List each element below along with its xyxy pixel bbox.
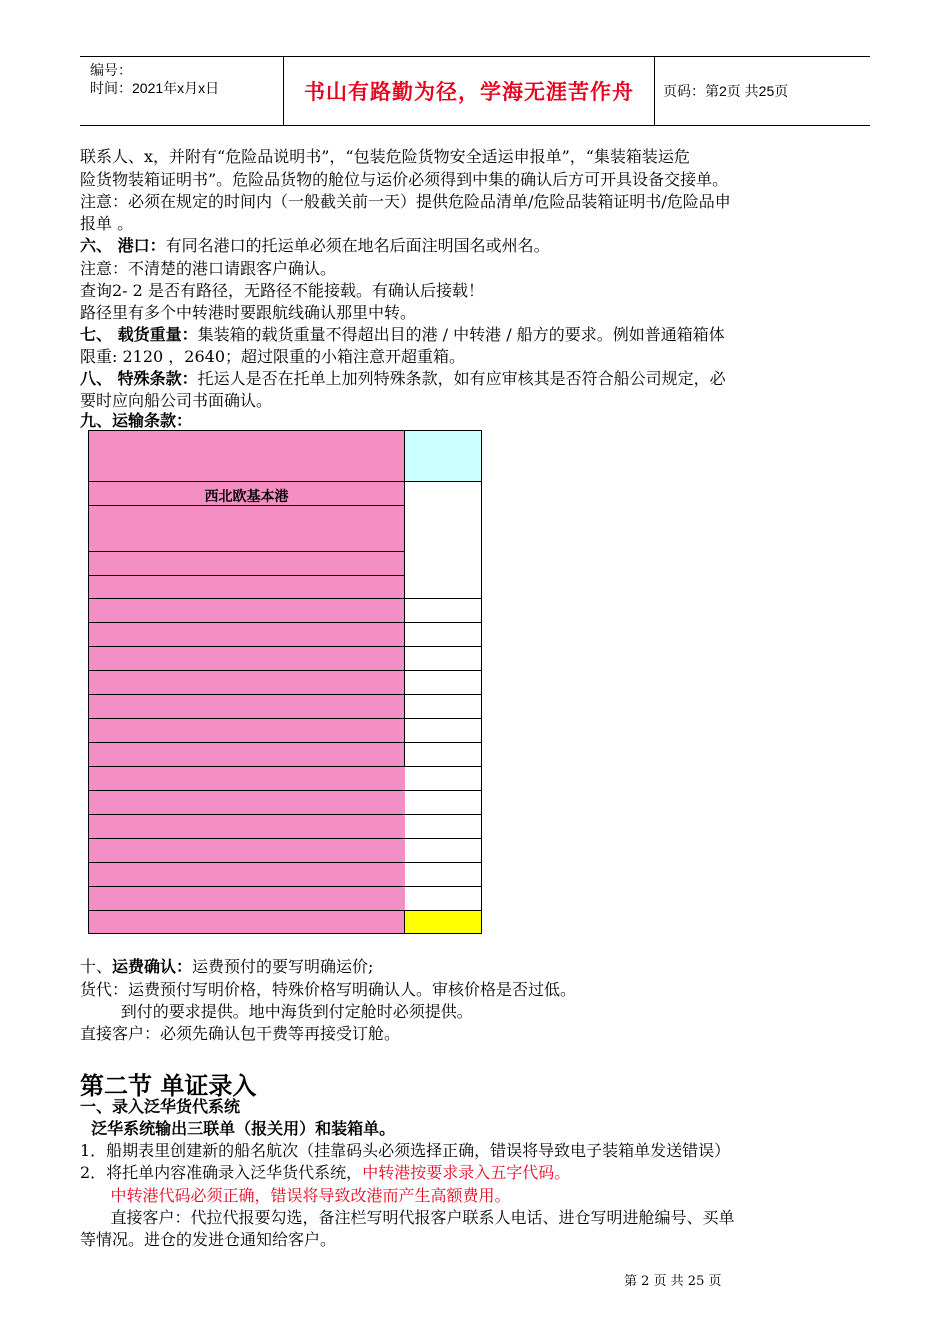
table-cell — [88, 862, 482, 887]
table-cell — [88, 430, 405, 482]
table-cell — [404, 622, 482, 647]
section-title: 第二节 单证录入 — [80, 1072, 257, 1100]
section-eight: 八、 特殊条款：托运人是否在托单上加列特殊条款，如有应审核其是否符合船公司规定，必 — [80, 369, 726, 388]
header-motto: 书山有路勤为径，学海无涯苦作舟 — [283, 57, 655, 125]
table-cell — [88, 910, 405, 934]
table-cell — [88, 790, 482, 815]
section-six: 六、 港口：有同名港口的托运单必须在地名后面注明国名或州名。 — [80, 236, 550, 255]
table-cell — [404, 910, 482, 934]
red-note: 中转港按要求录入五字代码。 — [362, 1163, 571, 1182]
time-label: 时间：2021年x月x日 — [90, 80, 220, 96]
paragraph-line: 直接客户：代拉代报要勾选，备注栏写明代报客户联系人电话、进仓写明进舱编号、买单 — [80, 1208, 735, 1227]
table-cell — [88, 670, 405, 695]
table-cell — [88, 505, 405, 552]
table-cell — [88, 742, 405, 767]
paragraph-line: 查询2- 2 是否有路径，无路径不能接载。有确认后接载！ — [80, 281, 484, 300]
section-nine — [80, 410, 192, 432]
table-cell — [404, 694, 482, 719]
paragraph-line: 报单 。 — [80, 214, 134, 233]
section-heading: 八、 特殊条款： — [80, 369, 198, 388]
table-cell — [88, 814, 482, 839]
table-cell — [88, 598, 405, 623]
page-header — [80, 56, 870, 126]
table-cell — [404, 742, 482, 767]
section-ten: 十、运费确认：运费预付的要写明确运价; — [80, 957, 374, 976]
table-cell — [88, 718, 405, 743]
header-page-info: 页码：第2页 共25页 — [663, 83, 789, 99]
subsection-heading: 一、录入泛华货代系统 — [80, 1097, 241, 1116]
section-heading: 九、运输条款： — [80, 411, 193, 430]
table-cell — [88, 575, 405, 599]
paragraph-line: 到付的要求提供。地中海货到付定舱时必须提供。 — [80, 1002, 473, 1021]
paragraph-line: 限重: 2120 ，2640；超过限重的小箱注意开超重箱。 — [80, 347, 466, 366]
list-item: 2．将托单内容准确录入泛华货代系统，中转港按要求录入五字代码。 — [80, 1163, 571, 1182]
subsection-heading: 泛华系统输出三联单（报关用）和装箱单。 — [80, 1119, 396, 1138]
table-cell — [88, 622, 405, 647]
port-label: 西北欧基本港 — [204, 489, 289, 505]
page-footer: 第 2 页 共 25 页 — [624, 1274, 722, 1289]
table-cell — [88, 551, 405, 576]
paragraph-line: 联系人、x，并附有“危险品说明书”，“包装危险货物安全适运申报单”，“集装箱装运危 — [80, 147, 690, 166]
list-item: 1．船期表里创建新的船名航次（挂靠码头必须选择正确，错误将导致电子装箱单发送错误） — [80, 1141, 731, 1160]
table-cell — [88, 766, 482, 791]
table-cell — [404, 430, 482, 482]
section-heading: 六、 港口： — [80, 236, 166, 255]
table-cell — [404, 598, 482, 623]
table-cell — [88, 694, 405, 719]
table-cell — [88, 886, 482, 911]
table-cell — [404, 670, 482, 695]
paragraph-line: 直接客户：必须先确认包干费等再接受订舱。 — [80, 1024, 401, 1043]
table-cell — [404, 481, 482, 599]
table-cell — [404, 718, 482, 743]
paragraph-line: 险货物装箱证明书”。危险品货物的舱位与运价必须得到中集的确认后方可开具设备交接单。 — [80, 170, 729, 189]
number-label: 编号： — [90, 62, 132, 78]
paragraph-line: 要时应向船公司书面确认。 — [80, 391, 273, 410]
paragraph-line: 货代：运费预付写明价格，特殊价格写明确认人。审核价格是否过低。 — [80, 980, 577, 999]
table-cell — [404, 646, 482, 671]
paragraph-line: 路径里有多个中转港时要跟航线确认那里中转。 — [80, 303, 417, 322]
paragraph-line: 注意：必须在规定的时间内（一般截关前一天）提供危险品清单/危险品装箱证明书/危险品申 — [80, 192, 731, 211]
table-cell — [88, 646, 405, 671]
section-heading: 七、 载货重量： — [80, 325, 198, 344]
paragraph-line: 注意：不清楚的港口请跟客户确认。 — [80, 259, 337, 278]
red-warning: 中转港代码必须正确，错误将导致改港而产生高额费用。 — [80, 1186, 511, 1205]
header-meta — [90, 61, 219, 97]
table-cell — [88, 838, 482, 863]
paragraph-line: 等情况。进仓的发进仓通知给客户。 — [80, 1230, 337, 1249]
table-cell — [88, 481, 405, 506]
section-heading: 运费确认： — [112, 957, 193, 976]
section-seven: 七、 载货重量：集装箱的载货重量不得超出目的港 / 中转港 / 船方的要求。例如普通箱箱体 — [80, 325, 725, 344]
